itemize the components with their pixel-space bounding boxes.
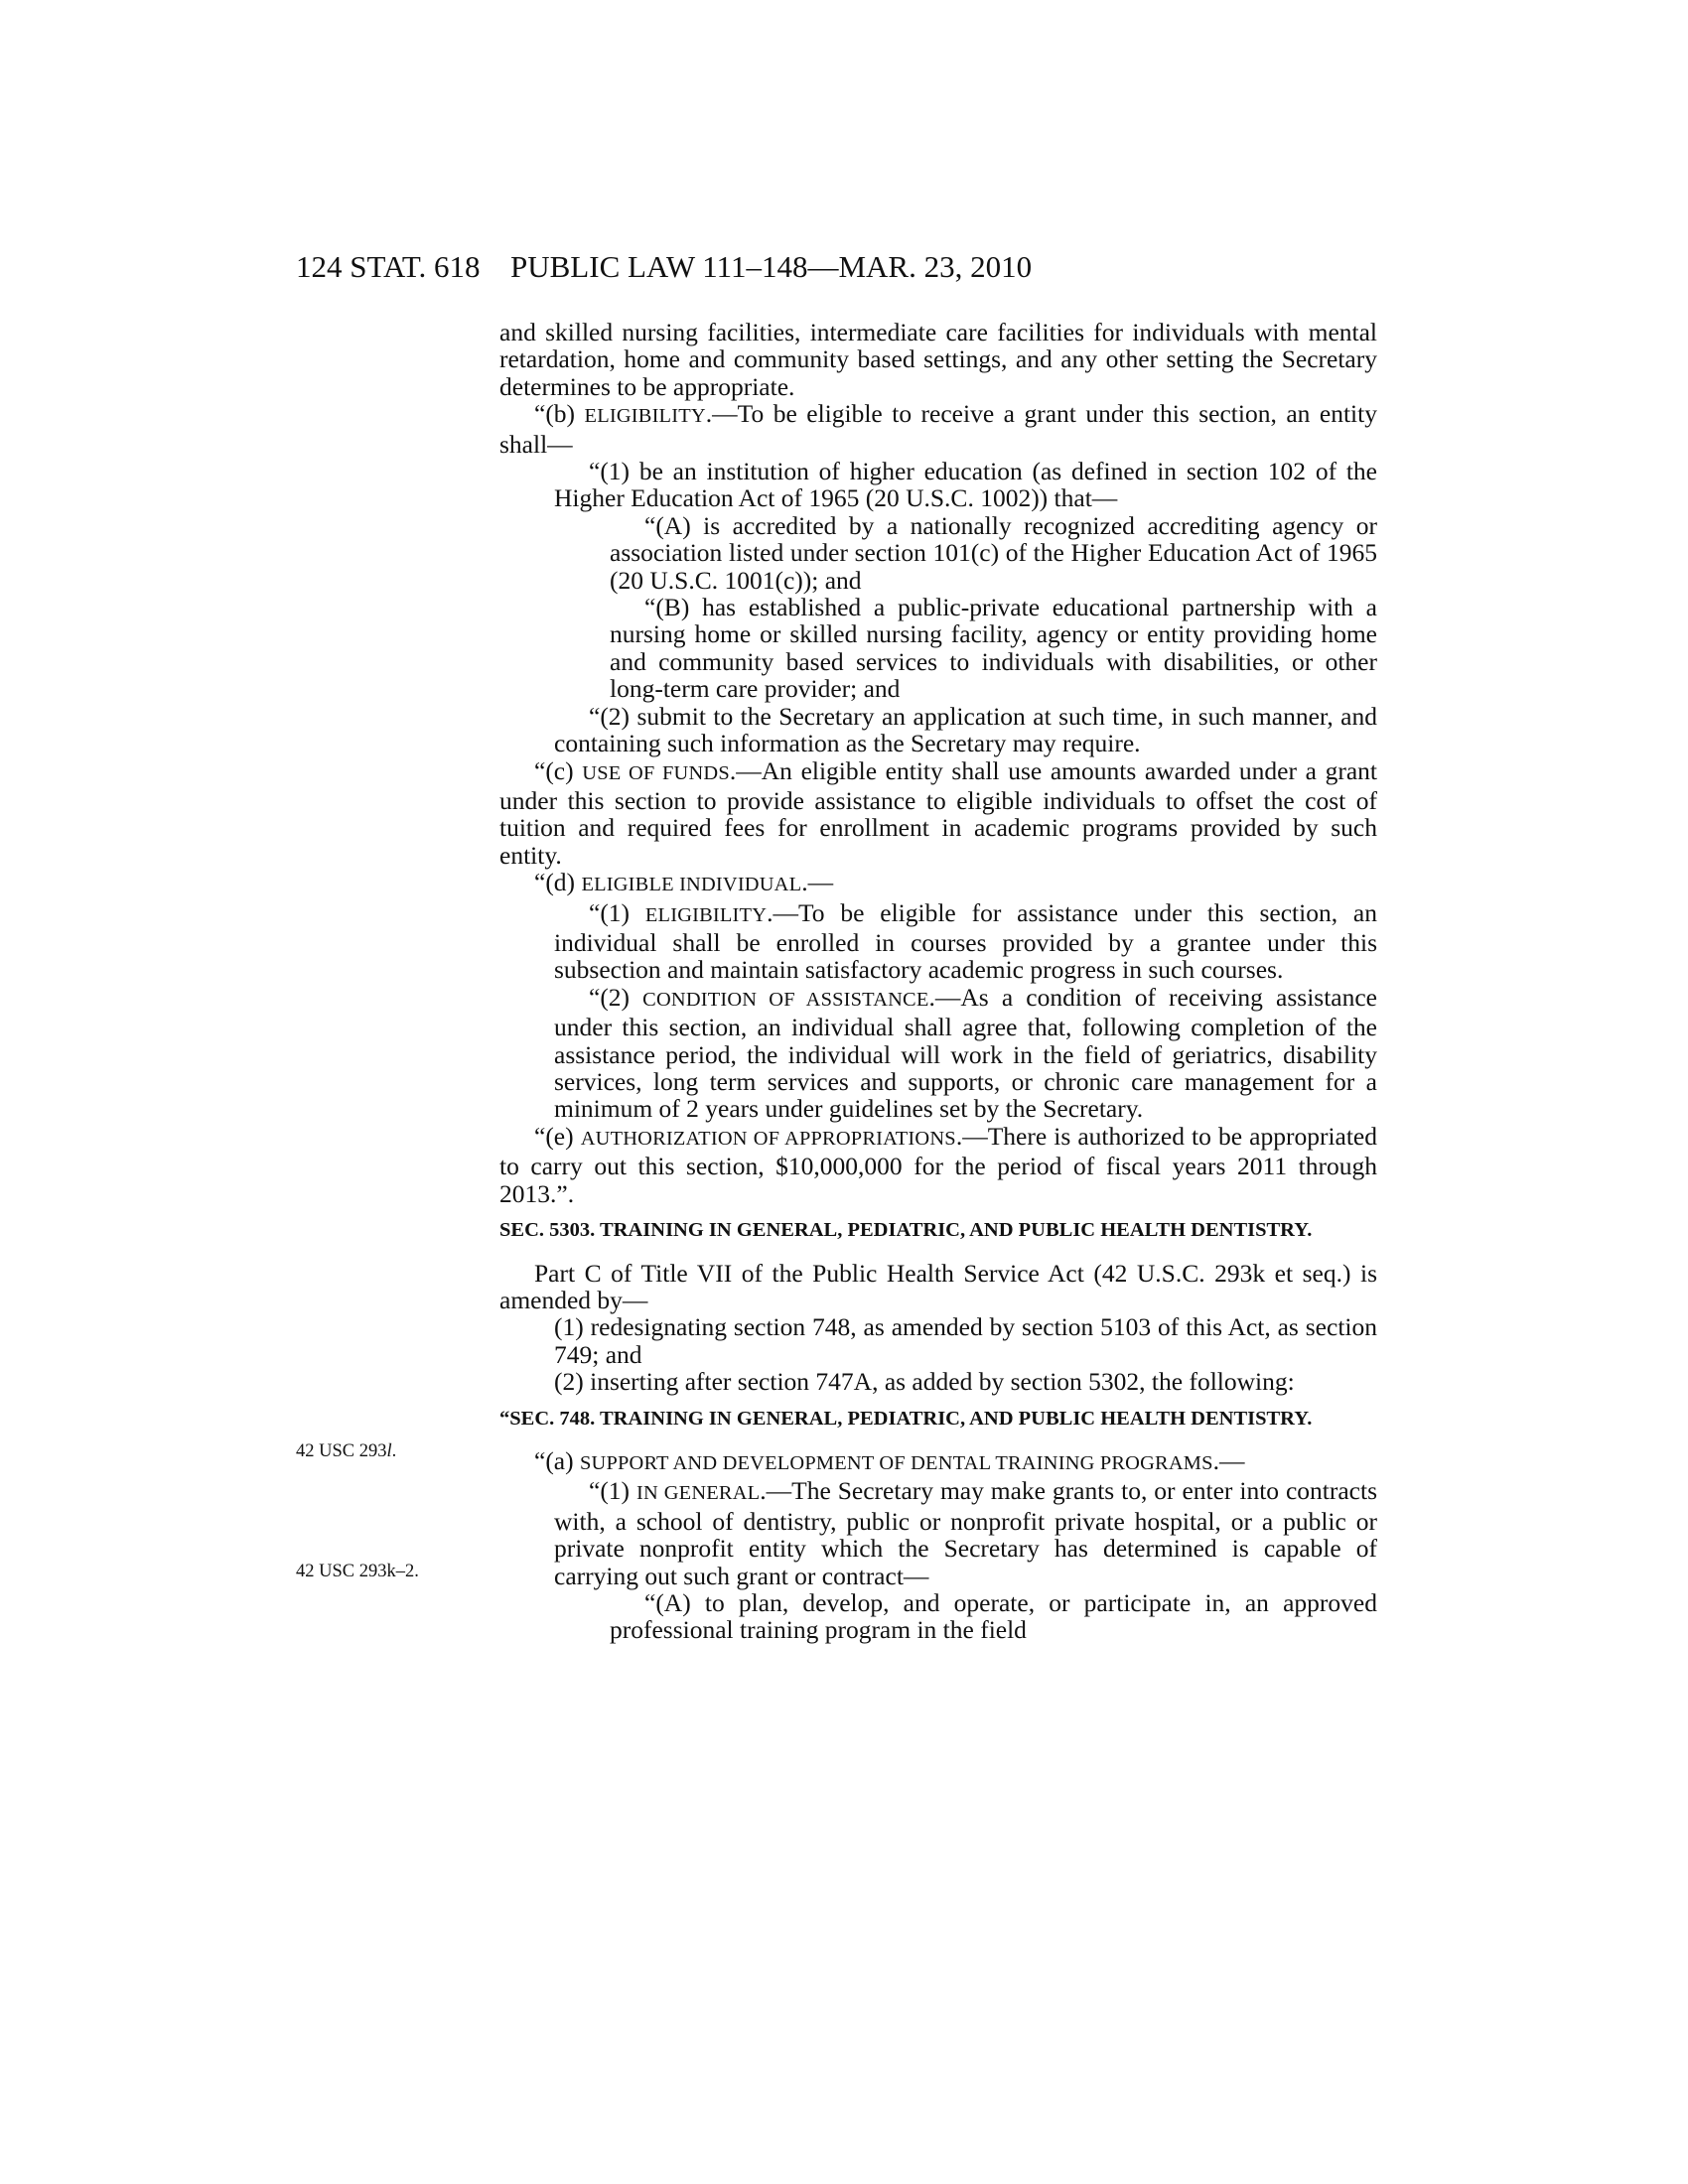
stat-page-number: 124 STAT. 618 (296, 249, 481, 284)
subparagraph-b-1-A: “(A) is accredited by a nationally recognized accrediting agency or association listed under section 101(c) of the Higher Education Act of 1965 (20 U.S.C. 1001(c)); and (610, 510, 1377, 595)
subsection-b: “(b) ELIGIBILITY.—To be eligible to receive a grant under this section, an entity shall— (499, 399, 1377, 459)
continued-paragraph: and skilled nursing facilities, intermediate care facilities for individuals with mental retardation, home and community based settings, and any other setting the Secretary determines to be appropriate. (499, 318, 1377, 401)
subsection-e: “(e) AUTHORIZATION OF APPROPRIATIONS.—There is authorized to be appropriated to carry out this section, $10,000,000 for the period of fiscal years 2011 through 2013.”. (499, 1121, 1378, 1208)
subparagraph-748-a-1-A: “(A) to plan, develop, and operate, or participate in, an approved professional training program in the field (610, 1588, 1377, 1645)
paragraph-d-1: “(1) ELIGIBILITY.—To be eligible for assistance under this section, an individual shall be enrolled in courses provided by a grantee under this subsection and maintain satisfactory academic progress in such courses. (554, 897, 1377, 985)
section-5303-intro: Part C of Title VII of the Public Health Service Act (42 U.S.C. 293k et seq.) is amended by— (499, 1258, 1377, 1314)
margin-citation-293k-2: 42 USC 293k–2. (296, 1562, 419, 1581)
section-5303-item-1: (1) redesignating section 748, as amended by section 5103 of this Act, as section 749; and (554, 1312, 1377, 1369)
margin-citation-293l: 42 USC 293l. (296, 1441, 397, 1461)
section-748-heading: “SEC. 748. TRAINING IN GENERAL, PEDIATRIC, AND PUBLIC HEALTH DENTISTRY. (499, 1407, 1313, 1430)
paragraph-748-a-1: “(1) IN GENERAL.—The Secretary may make grants to, or enter into contracts with, a school of dentistry, public or nonprofit private hospital, or a public or private nonprofit entity which the Secretary has determined is capable of carrying out such grant or contract— (554, 1476, 1377, 1590)
paragraph-b-2: “(2) submit to the Secretary an application at such time, in such manner, and containing such information as the Secretary may require. (554, 701, 1377, 758)
subsection-d: “(d) ELIGIBLE INDIVIDUAL.— (534, 868, 834, 897)
running-header-title: PUBLIC LAW 111–148—MAR. 23, 2010 (510, 249, 1033, 284)
page-body (499, 319, 1377, 1644)
subparagraph-b-1-B: “(B) has established a public-private educational partnership with a nursing home or skilled nursing facility, agency or entity providing home and community based services to individuals with disabilities, or other long-term care provider; and (610, 593, 1377, 704)
section-5303-heading: SEC. 5303. TRAINING IN GENERAL, PEDIATRIC, AND PUBLIC HEALTH DENTISTRY. (499, 1219, 1313, 1241)
subsection-748-a: “(a) SUPPORT AND DEVELOPMENT OF DENTAL TRAINING PROGRAMS.— (534, 1446, 1245, 1476)
paragraph-d-2: “(2) CONDITION OF ASSISTANCE.—As a condition of receiving assistance under this section, an individual shall agree that, following completion of the assistance period, the individual will work in the field of geriatrics, disability services, long term services and supports, or chronic care management for a minimum of 2 years under guidelines set by the Secretary. (554, 982, 1377, 1124)
paragraph-b-1: “(1) be an institution of higher education (as defined in section 102 of the Higher Education Act of 1965 (20 U.S.C. 1002)) that— (554, 457, 1377, 513)
subsection-c: “(c) USE OF FUNDS.—An eligible entity shall use amounts awarded under a grant under this section to provide assistance to eligible individuals to offset the cost of tuition and required fees for enrollment in academic programs provided by such entity. (499, 755, 1377, 870)
section-5303-item-2: (2) inserting after section 747A, as added by section 5302, the following: (554, 1367, 1295, 1397)
